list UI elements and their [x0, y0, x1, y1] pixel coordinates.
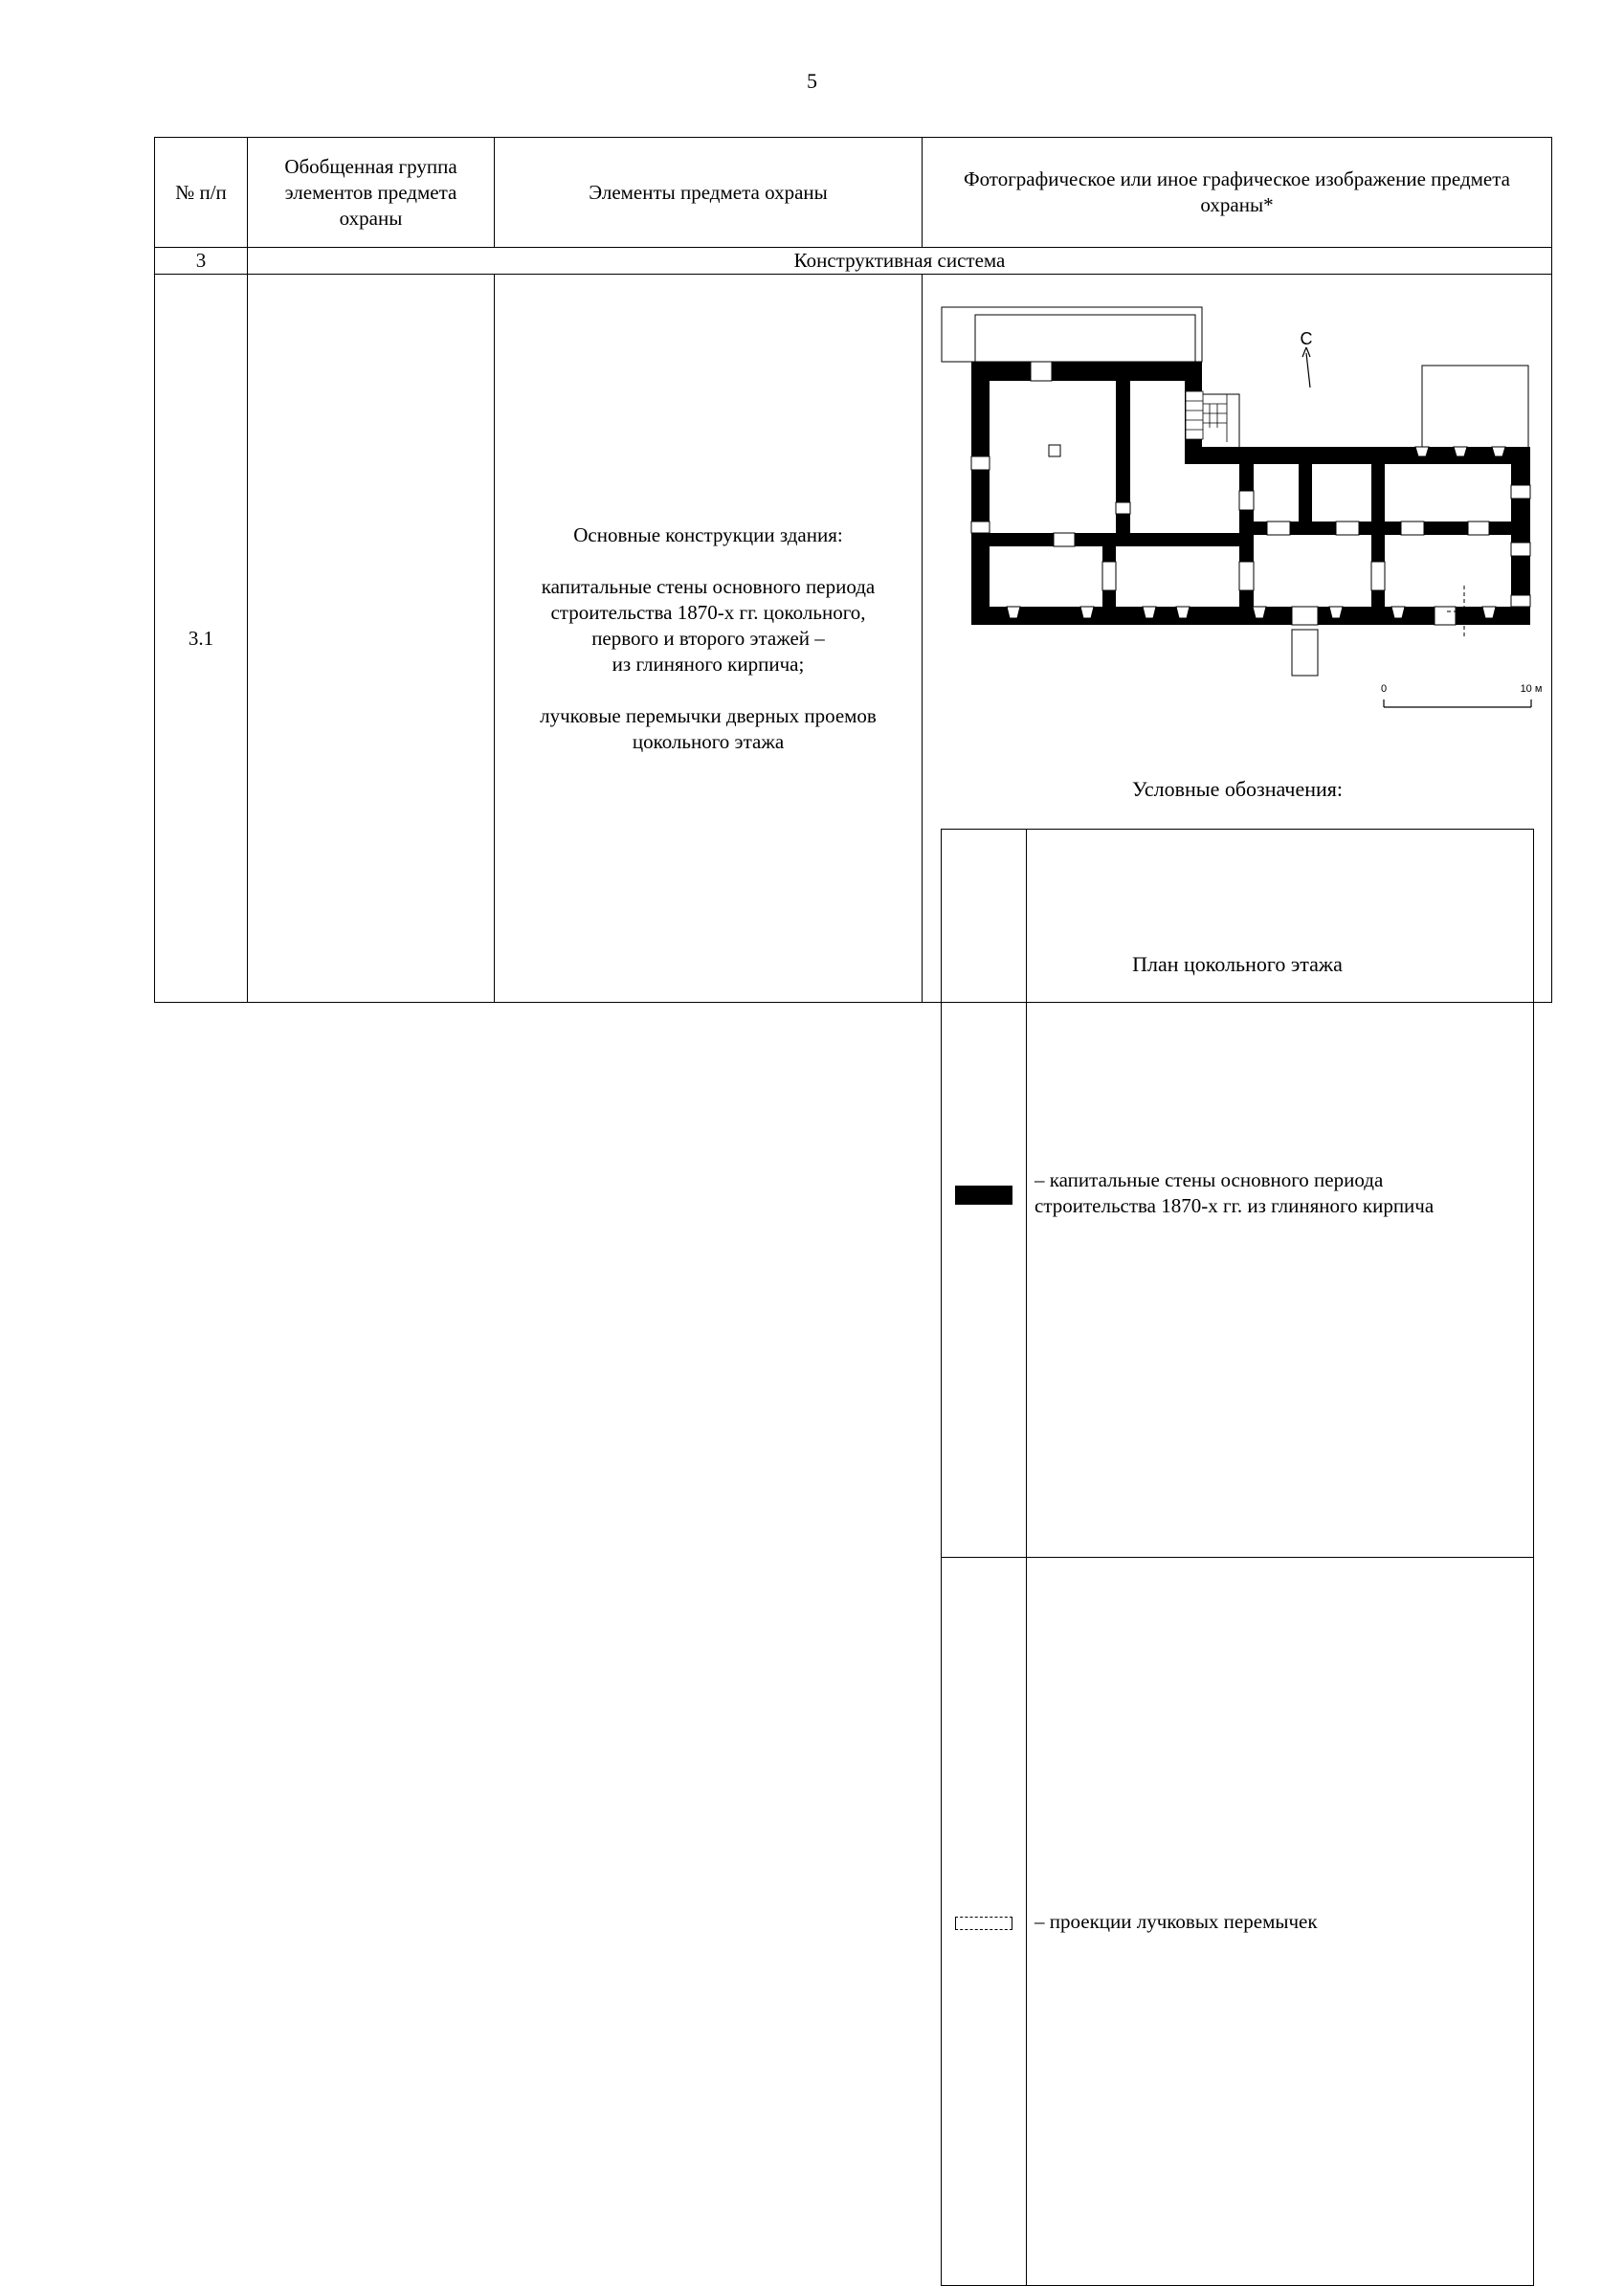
legend-row — [942, 830, 1534, 1558]
page-number: 5 — [807, 69, 817, 93]
scale-end-label: 10 м — [1520, 683, 1543, 695]
plan-caption: План цокольного этажа — [1132, 952, 1343, 976]
legend-symbol-wall — [942, 830, 1027, 1558]
legend-wall-line1: – капитальные стены основного периода — [1034, 1168, 1384, 1191]
elements-item1-line2: строительства 1870-х гг. цокольного, — [550, 600, 866, 624]
row-image — [923, 275, 1552, 1933]
section-row — [155, 248, 1552, 275]
scale-start-label: 0 — [1380, 683, 1388, 695]
row-group — [248, 275, 495, 1003]
elements-item1-line3: первого и второго этажей – — [591, 626, 825, 650]
header-number: № п/п — [155, 138, 248, 248]
legend-wall-line2: строительства 1870-х гг. из глиняного кирпича — [1034, 1194, 1435, 1217]
legend-text — [1027, 830, 1534, 1558]
elements-heading: Основные конструкции здания: — [573, 522, 843, 546]
table-row — [155, 275, 1552, 1003]
protection-table — [154, 137, 1552, 1933]
elements-item2-line2: цокольного этажа — [632, 729, 785, 753]
elements-item1-line4: из глиняного кирпича; — [612, 652, 805, 676]
elements-item1-line1: капитальные стены основного периода — [541, 574, 876, 598]
legend-title: Условные обозначения: — [1131, 777, 1344, 801]
elements-item2-line1: лучковые перемычки дверных проемов — [540, 703, 877, 727]
table-header-row — [155, 138, 1552, 248]
header-group: Обобщенная группа элементов предмета охраны — [248, 138, 495, 248]
row-elements — [495, 275, 923, 1003]
header-elements: Элементы предмета охраны — [495, 138, 923, 248]
legend-lintel-text: – проекции лучковых перемычек — [1027, 1558, 1534, 2286]
section-title: Конструктивная система — [248, 248, 1552, 275]
legend-symbol-lintel — [942, 1558, 1027, 2286]
header-image: Фотографическое или иное графическое изображение предмета охраны* — [923, 138, 1552, 248]
legend-table — [941, 829, 1534, 2286]
section-number: 3 — [155, 248, 248, 275]
north-label: С — [1300, 329, 1313, 348]
legend-row — [942, 1558, 1534, 2286]
row-number: 3.1 — [155, 275, 248, 1003]
floor-plan — [923, 275, 1552, 724]
